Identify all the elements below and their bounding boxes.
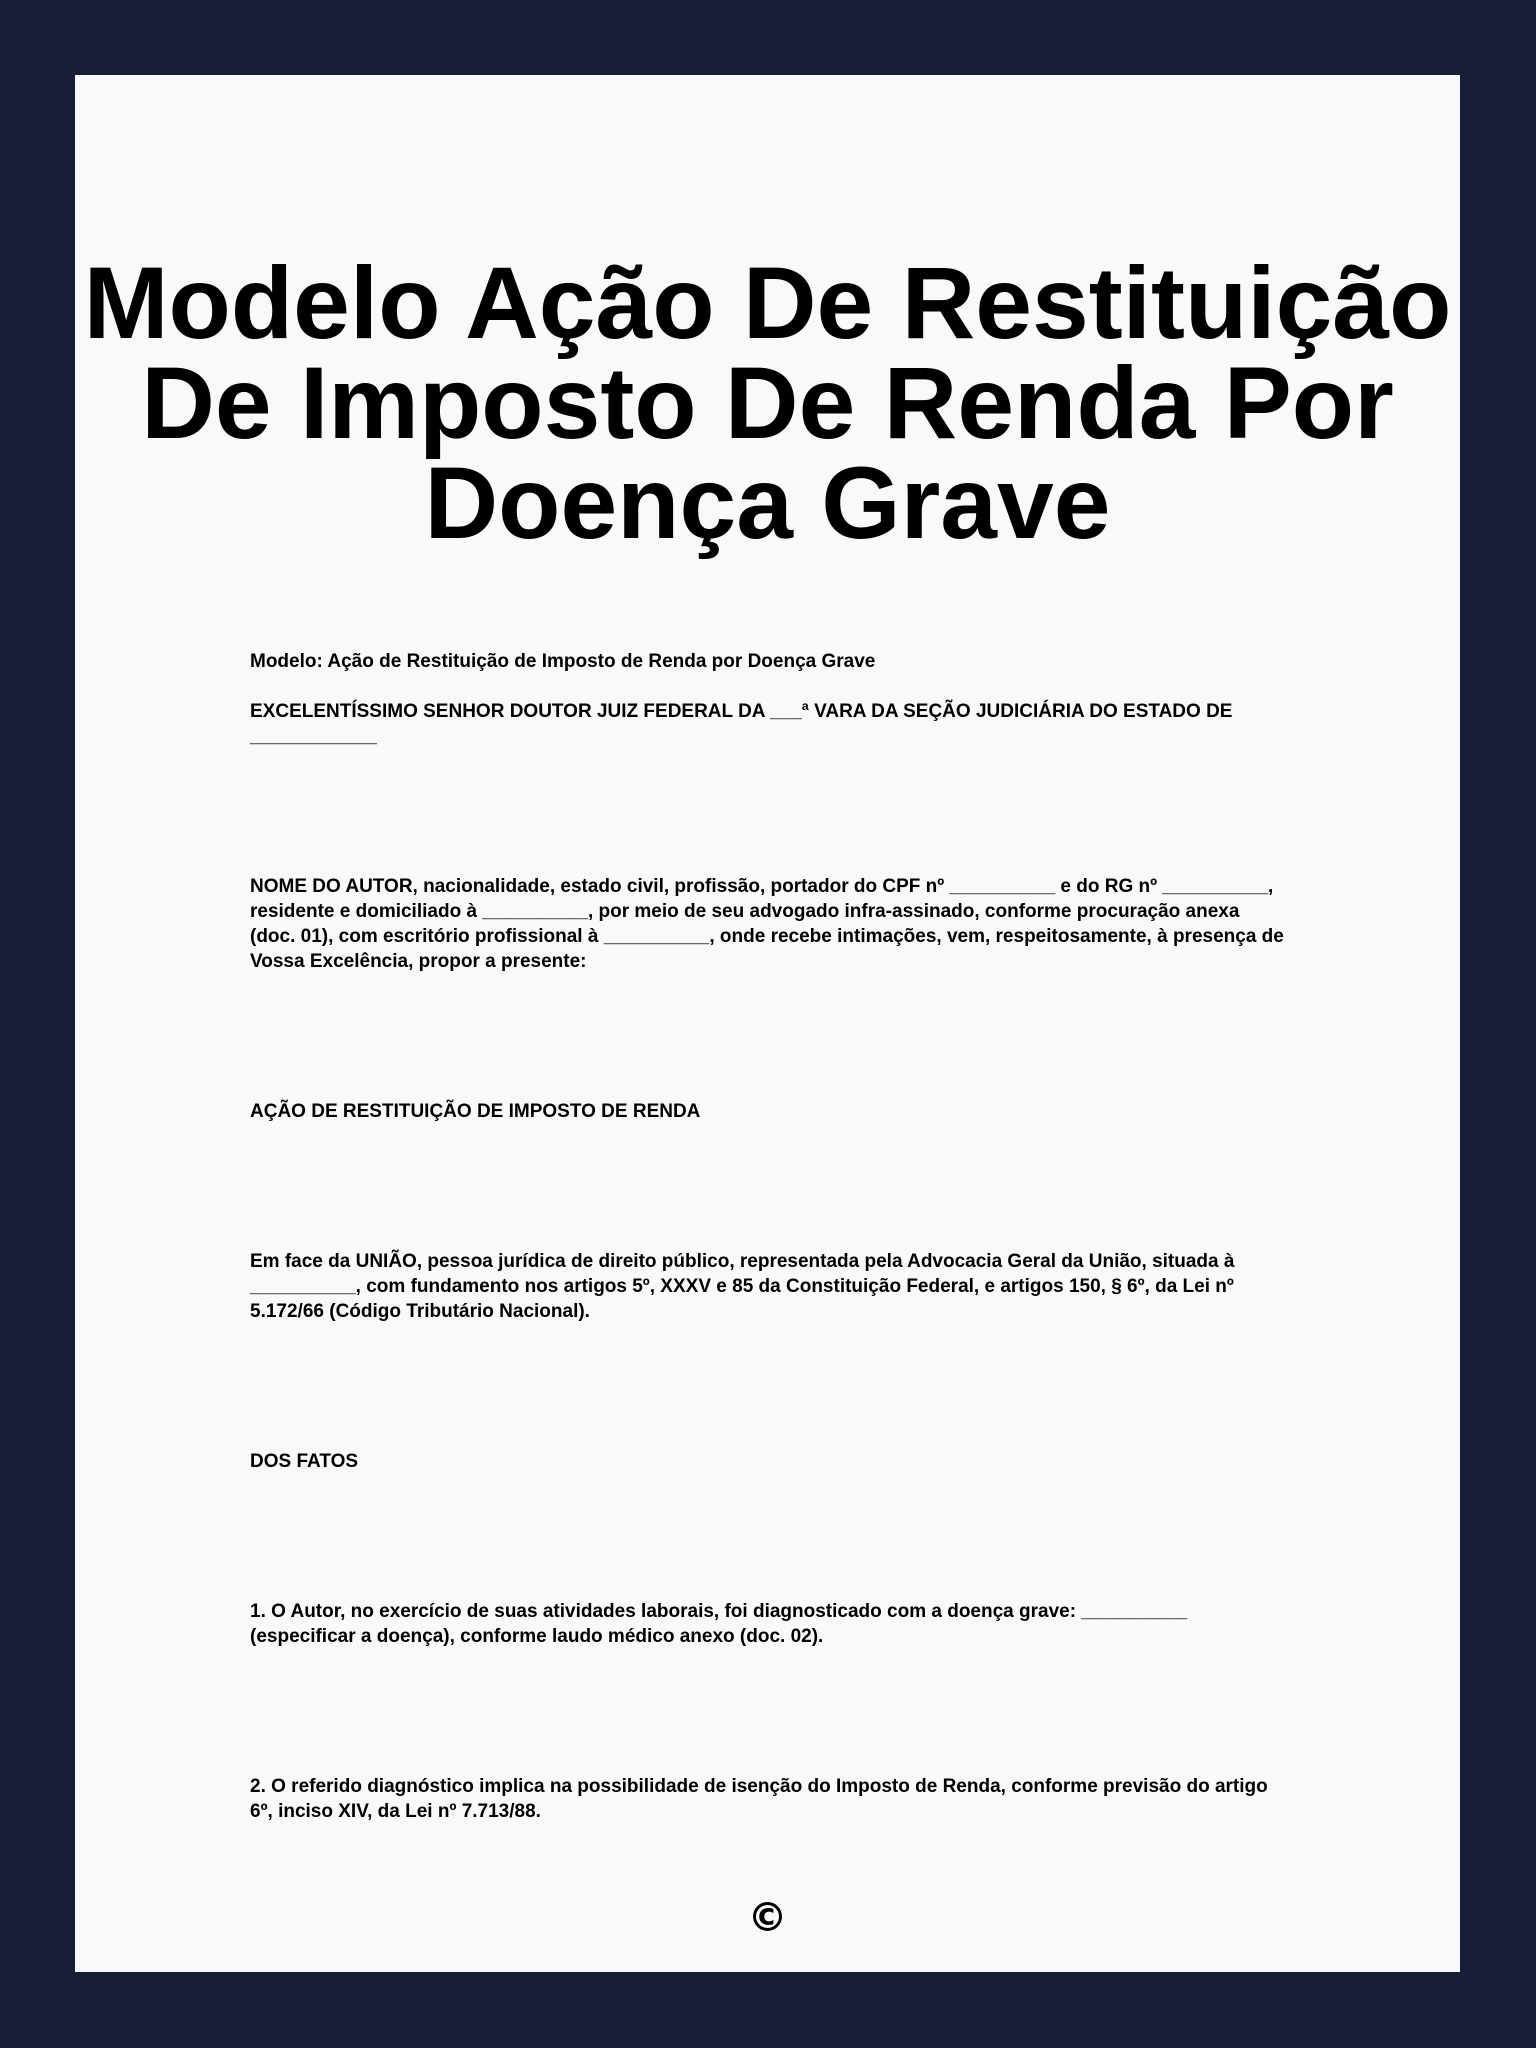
fact-item-1: 1. O Autor, no exercício de suas atividades laborais, foi diagnosticado com a doença grave: __________ (especificar a doença), conforme laudo médico anexo (doc. 02).: [250, 1601, 1187, 1647]
action-heading: AÇÃO DE RESTITUIÇÃO DE IMPOSTO DE RENDA: [250, 1101, 701, 1122]
title-line: De Imposto De Renda Por: [141, 346, 1394, 460]
model-subtitle: Modelo: Ação de Restituição de Imposto de Renda por Doença Grave: [250, 651, 876, 672]
court-addressee: EXCELENTÍSSIMO SENHOR DOUTOR JUIZ FEDERAL DA ___ª VARA DA SEÇÃO JUDICIÁRIA DO ESTADO DE ____________: [250, 701, 1233, 747]
facts-heading: DOS FATOS: [250, 1451, 359, 1472]
plaintiff-qualification: NOME DO AUTOR, nacionalidade, estado civil, profissão, portador do CPF nº __________ e do RG nº __________, residente e domiciliado à __________, por meio de seu advogado infra-assinado, conforme procuração anexa (doc. 01), com escritório profissional à __________, onde recebe intimações, vem, respeitosamente, à presença de Vossa Excelência, propor a presente:: [250, 876, 1284, 972]
title-line: Modelo Ação De Restituição: [83, 246, 1452, 360]
copyright-icon: ©: [747, 1895, 788, 1941]
fact-item-2: 2. O referido diagnóstico implica na possibilidade de isenção do Imposto de Renda, conforme previsão do artigo 6º, inciso XIV, da Lei nº 7.713/88.: [250, 1776, 1268, 1822]
defendant-paragraph: Em face da UNIÃO, pessoa jurídica de direito público, representada pela Advocacia Geral da União, situada à __________, com fundamento nos artigos 5º, XXXV e 85 da Constituição Federal, e artigos 150, § 6º, da Lei nº 5.172/66 (Código Tributário Nacional).: [250, 1251, 1235, 1322]
document-page: [75, 75, 1460, 1972]
document-title: [75, 246, 1460, 560]
title-line: Doença Grave: [424, 446, 1111, 560]
